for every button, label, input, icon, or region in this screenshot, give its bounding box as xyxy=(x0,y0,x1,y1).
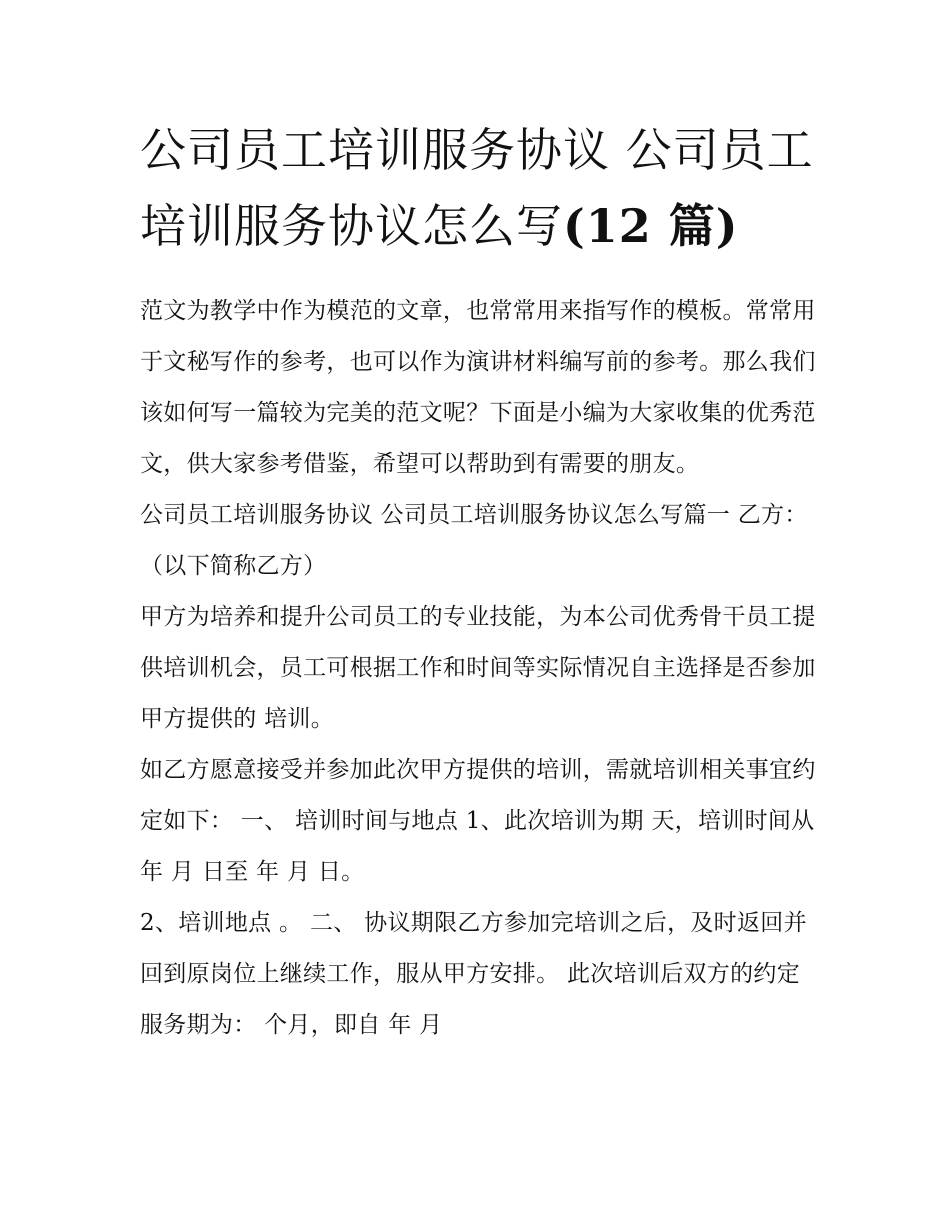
document-title xyxy=(140,112,820,264)
title-count: (12 篇) xyxy=(563,199,739,253)
service-period-paragraph: 2、培训地点 。 二、 协议期限乙方参加完培训之后，及时返回并回到原岗位上继续工作，服从甲方安排。 此次培训后双方的约定服务期为： 个月，即自 年 月 xyxy=(140,910,807,1038)
intro-paragraph: 范文为教学中作为模范的文章，也常常用来指写作的模板。常常用于文秘写作的参考，也可以作为演讲材料编写前的参考。那么我们该如何写一篇较为完美的范文呢？下面是小编为大家收集的优秀范文，供大家参考借鉴，希望可以帮助到有需要的朋友。 xyxy=(140,298,816,477)
document-page xyxy=(140,112,820,1051)
section-heading-paragraph: 公司员工培训服务协议 公司员工培训服务协议怎么写篇一 乙方：（以下简称乙方） xyxy=(140,502,808,579)
training-terms-paragraph: 如乙方愿意接受并参加此次甲方提供的培训，需就培训相关事宜约定如下： 一、 培训时间与地点 1、此次培训为期 天，培训时间从 年 月 日至 年 月 日。 xyxy=(140,757,816,885)
purpose-paragraph: 甲方为培养和提升公司员工的专业技能，为本公司优秀骨干员工提供培训机会，员工可根据工作和时间等实际情况自主选择是否参加甲方提供的 培训。 xyxy=(140,604,816,732)
title-text: 公司员工培训服务协议 公司员工培训服务协议怎么写 xyxy=(140,123,814,253)
